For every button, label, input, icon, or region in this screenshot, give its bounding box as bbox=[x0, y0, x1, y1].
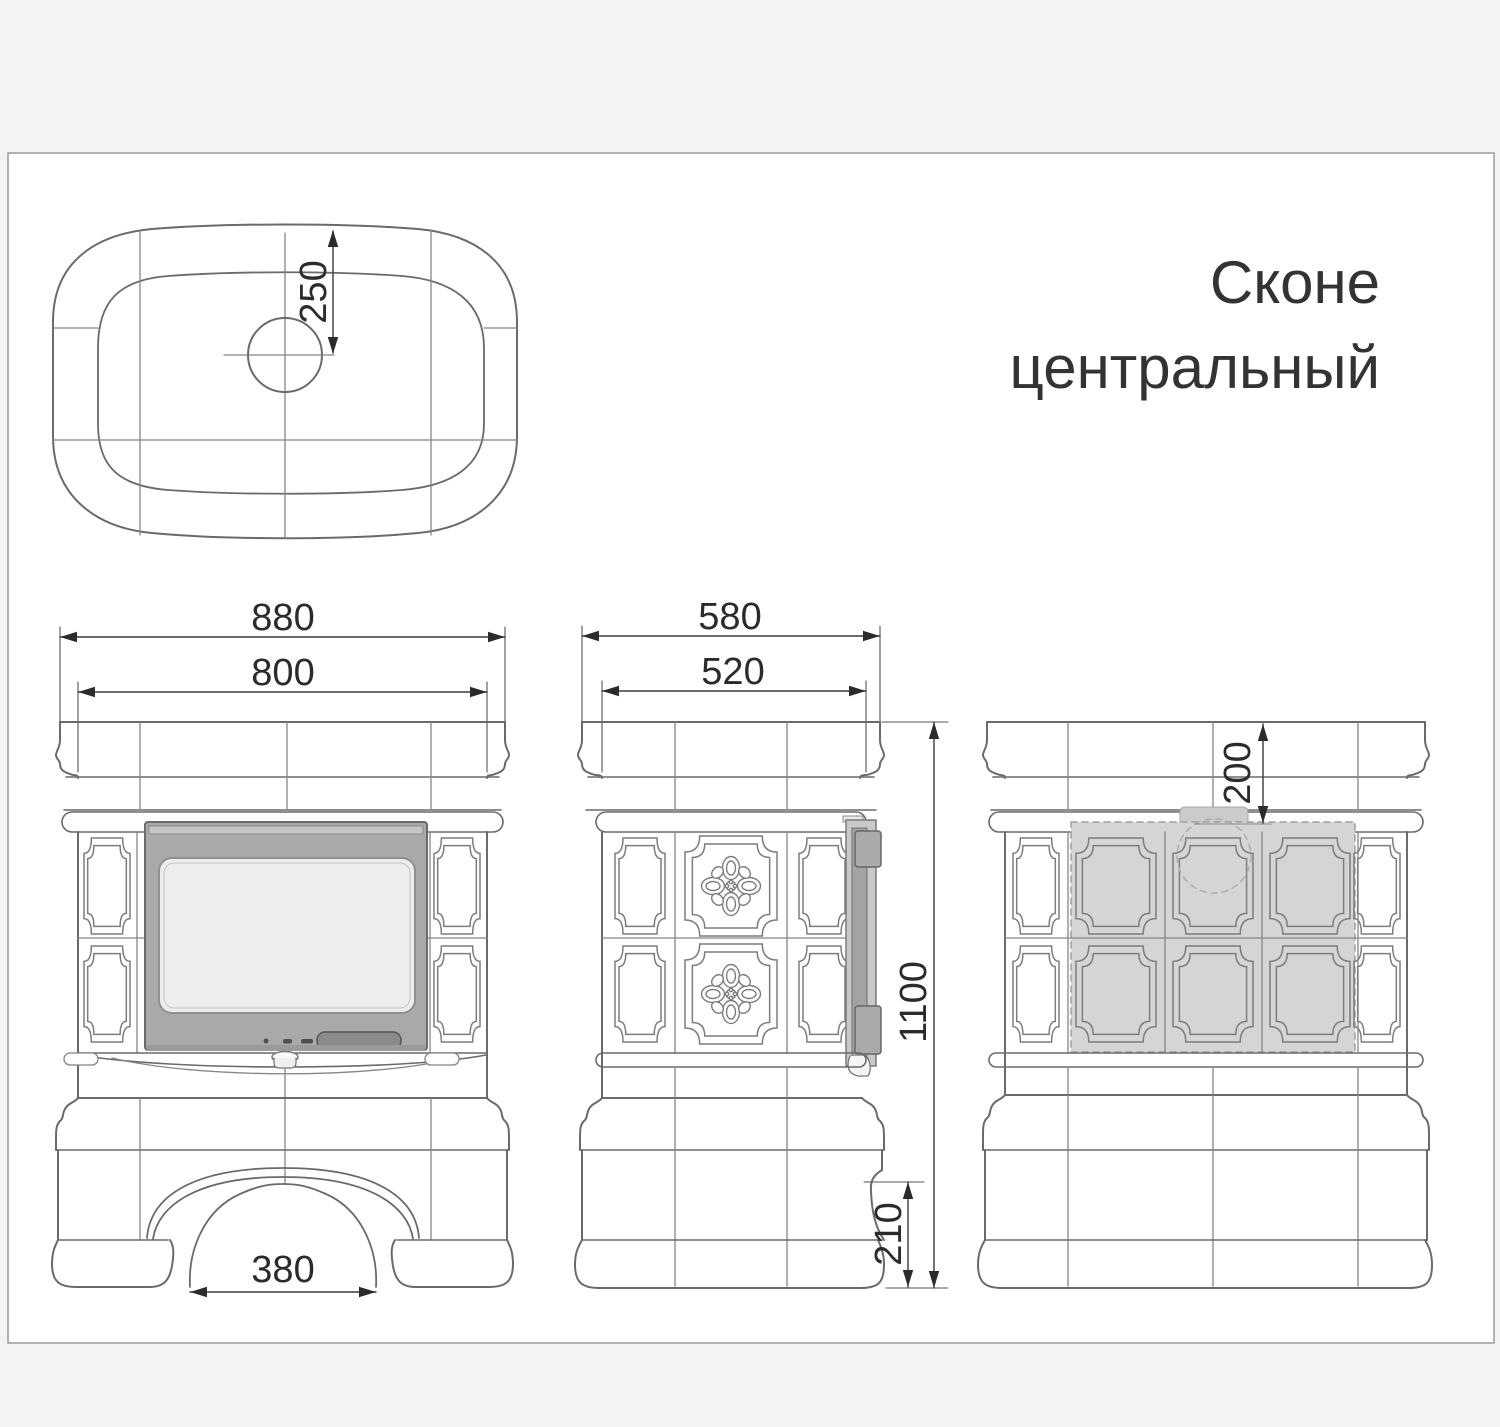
title-line-2: центральный bbox=[1009, 334, 1380, 401]
side-door-profile bbox=[843, 816, 881, 1076]
svg-text:1100: 1100 bbox=[893, 961, 935, 1043]
svg-text:800: 800 bbox=[251, 652, 315, 694]
door-glass bbox=[159, 858, 415, 1013]
svg-text:380: 380 bbox=[251, 1249, 315, 1291]
firebox-door bbox=[145, 822, 427, 1051]
title-line-1: Сконе bbox=[1209, 249, 1380, 316]
rear-heat-panel bbox=[1071, 822, 1355, 1052]
svg-text:250: 250 bbox=[293, 260, 335, 324]
rear-flue-collar bbox=[1180, 807, 1248, 822]
svg-text:210: 210 bbox=[868, 1202, 910, 1266]
damper-knob bbox=[272, 1052, 298, 1069]
svg-text:520: 520 bbox=[701, 651, 765, 693]
svg-text:580: 580 bbox=[698, 596, 762, 638]
svg-text:880: 880 bbox=[251, 597, 315, 639]
svg-text:200: 200 bbox=[1217, 741, 1259, 805]
drawing-frame bbox=[8, 153, 1494, 1343]
